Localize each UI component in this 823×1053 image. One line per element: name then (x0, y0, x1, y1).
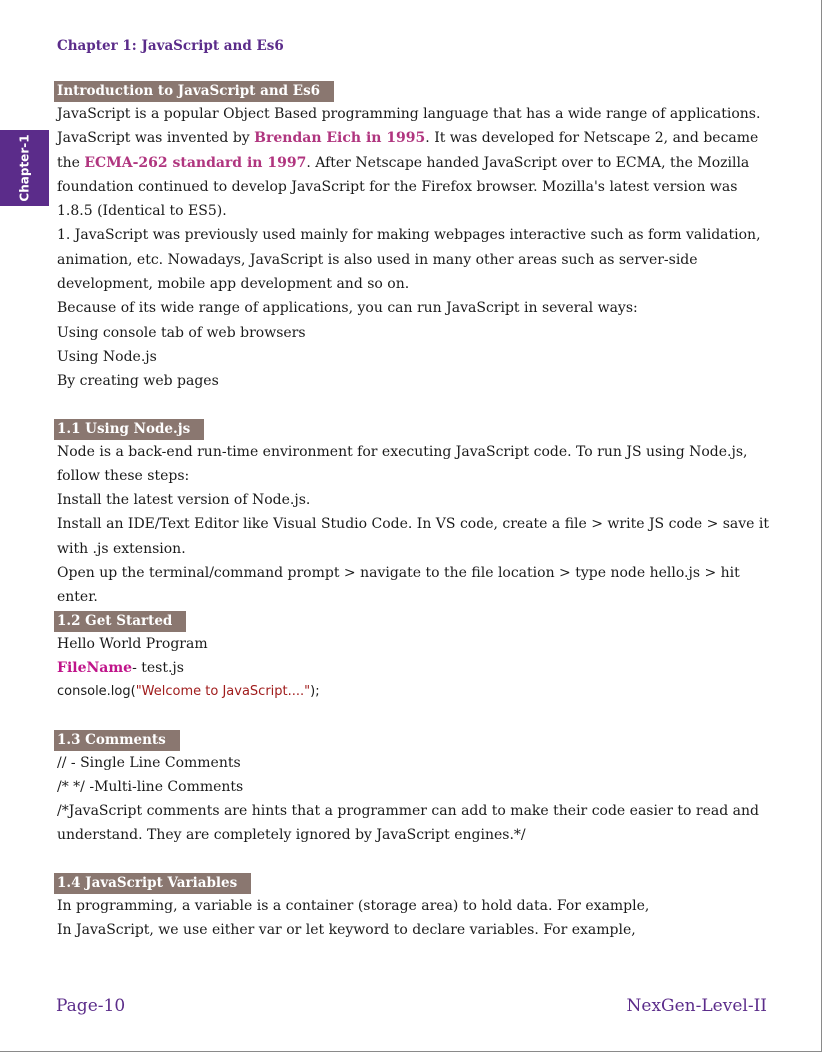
intro-text-c: . After Netscape handed JavaScript over to ECMA, the Mozilla foundation continued to develop JavaScript for the Firefox browser. Mozilla's latest version was 1.8.5 (Identical to ES5). (57, 154, 750, 220)
file-name-line (57, 656, 777, 680)
file-name-value: - test.js (132, 659, 184, 676)
highlight-inventor: Brendan Eich in 1995 (254, 130, 426, 147)
code-string: "Welcome to JavaScript...." (135, 684, 311, 700)
footer-page-number: Page-10 (56, 996, 126, 1016)
comments-paragraph-1: // - Single Line Comments (57, 754, 241, 771)
section-heading-variables: 1.4 JavaScript Variables (54, 873, 251, 894)
intro-paragraph-4: Because of its wide range of applications, you can run JavaScript in several ways: (57, 300, 638, 317)
chapter-title: Chapter 1: JavaScript and Es6 (57, 38, 284, 54)
intro-paragraph-3: 1. JavaScript was previously used mainly for making webpages interactive such as form validation, animation, etc. Nowadays, JavaScript is also used in many other areas such as server-side development, mobile app development and so on. (57, 227, 761, 293)
highlight-standard: ECMA-262 standard in 1997 (84, 154, 307, 171)
chapter-side-tab-label: Chapter-1 (17, 134, 32, 202)
section-heading-intro: Introduction to JavaScript and Es6 (54, 81, 334, 102)
node-paragraph-2: Install the latest version of Node.js. (57, 492, 311, 509)
list-item: Using console tab of web browsers (57, 324, 306, 341)
node-paragraph-3: Install an IDE/Text Editor like Visual Studio Code. In VS code, create a file > write JS code > save it with .js extension. (57, 516, 770, 557)
variables-paragraph-1: In programming, a variable is a container (storage area) to hold data. For example, (57, 897, 650, 914)
section-heading-node: 1.1 Using Node.js (54, 419, 204, 440)
list-item: By creating web pages (57, 373, 219, 390)
chapter-side-tab (0, 130, 49, 206)
code-text-a: console.log( (57, 684, 136, 700)
code-line (57, 680, 777, 704)
page-content (57, 36, 777, 942)
file-name-label: FileName (57, 659, 133, 676)
variables-paragraph-2: In JavaScript, we use either var or let keyword to declare variables. For example, (57, 922, 636, 939)
node-paragraph-4: Open up the terminal/command prompt > navigate to the file location > type node hello.js > hit enter. (57, 565, 740, 606)
section-heading-comments: 1.3 Comments (54, 730, 180, 751)
footer-book-title: NexGen-Level-II (626, 996, 767, 1016)
comments-paragraph-3: /*JavaScript comments are hints that a programmer can add to make their code easier to read and understand. They are completely ignored by JavaScript engines.*/ (57, 803, 759, 844)
intro-paragraph-1: JavaScript is a popular Object Based programming language that has a wide range of applications. (57, 106, 761, 122)
comments-paragraph-2: /* */ -Multi-line Comments (57, 778, 244, 795)
intro-paragraph-2 (57, 126, 777, 223)
node-paragraph-1: Node is a back-end run-time environment for executing JavaScript code. To run JS using Node.js, follow these steps: (57, 443, 748, 484)
section-heading-started: 1.2 Get Started (54, 611, 186, 632)
started-paragraph-1: Hello World Program (57, 635, 208, 652)
intro-text-b: . It was developed for Netscape 2, and became the (57, 130, 759, 171)
code-text-b: ); (310, 684, 320, 700)
intro-text-a: JavaScript was invented by (57, 130, 255, 147)
list-item: Using Node.js (57, 348, 157, 365)
